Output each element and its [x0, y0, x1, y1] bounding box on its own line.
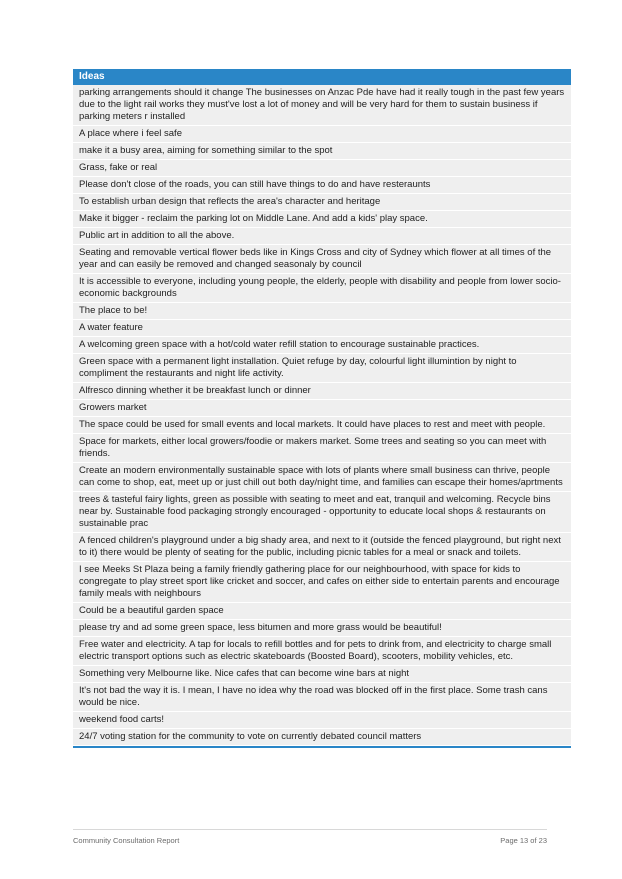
- ideas-table: [73, 69, 571, 748]
- footer-page-number: Page 13 of 23: [500, 836, 547, 845]
- table-row: It is accessible to everyone, including young people, the elderly, people with disability and people from lower socio-economic backgrounds: [73, 274, 571, 303]
- table-row: Create an modern environmentally sustainable space with lots of plants where small business can thrive, people can come to shop, eat, meet up or just chill out both day/night time, and families can escape their homes/aprtments: [73, 463, 571, 492]
- table-row: I see Meeks St Plaza being a family friendly gathering place for our neighbourhood, with space for kids to congregate to play street sport like cricket and soccer, and cafes on either side to entertain parents and encourage family meals with neighbours: [73, 562, 571, 603]
- table-row: weekend food carts!: [73, 712, 571, 729]
- table-row: 24/7 voting station for the community to vote on currently debated council matters: [73, 729, 571, 746]
- table-row: trees & tasteful fairy lights, green as possible with seating to meet and eat, tranquil and welcoming. Recycle bins near by. Sustainable food packaging strongly encouraged - opportunity to educate local shops & restaurants on sustainable prac: [73, 492, 571, 533]
- table-row: Free water and electricity. A tap for locals to refill bottles and for pets to drink from, and electricity to charge small electric transport options such as electric skateboards (Boosted Board), scooters, mobility vehicles, etc.: [73, 637, 571, 666]
- table-row: Seating and removable vertical flower beds like in Kings Cross and city of Sydney which flower at all times of the year and can easily be removed and changed seasonaly by council: [73, 245, 571, 274]
- table-body: [73, 85, 571, 746]
- table-row: please try and ad some green space, less bitumen and more grass would be beautiful!: [73, 620, 571, 637]
- table-header: Ideas: [73, 69, 571, 85]
- table-row: Growers market: [73, 400, 571, 417]
- table-row: A fenced children's playground under a big shady area, and next to it (outside the fenced playground, but right next to it) there would be plenty of seating for the public, including picnic tables for a meal or snack and toilets.: [73, 533, 571, 562]
- footer-report-title: Community Consultation Report: [73, 836, 180, 845]
- table-row: Grass, fake or real: [73, 160, 571, 177]
- table-row: Something very Melbourne like. Nice cafes that can become wine bars at night: [73, 666, 571, 683]
- table-row: A place where i feel safe: [73, 126, 571, 143]
- table-row: The place to be!: [73, 303, 571, 320]
- table-row: To establish urban design that reflects the area's character and heritage: [73, 194, 571, 211]
- table-row: make it a busy area, aiming for something similar to the spot: [73, 143, 571, 160]
- table-row: Could be a beautiful garden space: [73, 603, 571, 620]
- table-row: parking arrangements should it change The businesses on Anzac Pde have had it really tough in the past few years due to the light rail works they must've lost a lot of money and will be very hard for them to sustain business if parking meters r installed: [73, 85, 571, 126]
- table-row: The space could be used for small events and local markets. It could have places to rest and meet with people.: [73, 417, 571, 434]
- table-row: Please don't close of the roads, you can still have things to do and have resteraunts: [73, 177, 571, 194]
- footer-divider: [73, 829, 547, 830]
- table-row: It's not bad the way it is. I mean, I have no idea why the road was blocked off in the first place. Some trash cans would be nice.: [73, 683, 571, 712]
- table-row: Space for markets, either local growers/foodie or makers market. Some trees and seating so you can meet with friends.: [73, 434, 571, 463]
- table-row: A water feature: [73, 320, 571, 337]
- table-row: A welcoming green space with a hot/cold water refill station to encourage sustainable practices.: [73, 337, 571, 354]
- table-row: Alfresco dinning whether it be breakfast lunch or dinner: [73, 383, 571, 400]
- table-row: Make it bigger - reclaim the parking lot on Middle Lane. And add a kids' play space.: [73, 211, 571, 228]
- table-row: Public art in addition to all the above.: [73, 228, 571, 245]
- table-row: Green space with a permanent light installation. Quiet refuge by day, colourful light illumintion by night to compliment the restaurants and night life activity.: [73, 354, 571, 383]
